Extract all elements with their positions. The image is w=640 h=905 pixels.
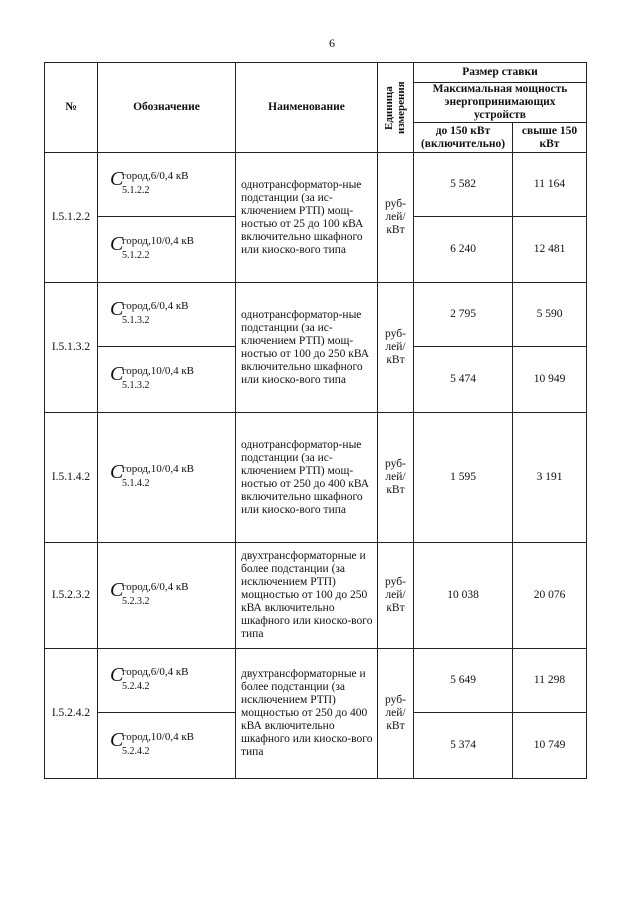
designation-cell (98, 413, 236, 543)
name-cell: двухтрансформаторные и более подстанции (за исключением РТП) мощностью от 100 до 250 кВА включительно шкафного или киоско-вого типа (236, 543, 378, 649)
rate-symbol-sup: город,10/0,4 кВ (122, 462, 195, 475)
rate-symbol: C город,6/0,4 кВ 5.2.4.2 (110, 663, 189, 692)
row-number: I.5.1.3.2 (45, 283, 98, 413)
value-high: 10 949 (513, 347, 587, 413)
row-number: I.5.2.3.2 (45, 543, 98, 649)
rate-symbol: C город,10/0,4 кВ 5.1.4.2 (110, 460, 195, 489)
header-code: Обозначение (98, 63, 236, 153)
table-row (45, 153, 587, 217)
value-high: 11 298 (513, 649, 587, 713)
unit-cell: руб-лей/ кВт (378, 153, 414, 283)
value-low: 5 374 (414, 713, 513, 779)
rate-symbol-sup: город,6/0,4 кВ (122, 580, 189, 593)
rate-symbol-sup: город,10/0,4 кВ (122, 730, 195, 743)
value-high: 20 076 (513, 543, 587, 649)
unit-cell: руб-лей/ кВт (378, 283, 414, 413)
row-number: I.5.1.4.2 (45, 413, 98, 543)
designation-cell (98, 649, 236, 713)
header-power: Максимальная мощность энергопринимающих устройств (414, 83, 587, 123)
value-low: 5 474 (414, 347, 513, 413)
value-low: 1 595 (414, 413, 513, 543)
rate-symbol-sub: 5.1.3.2 (122, 379, 150, 391)
rate-symbol: C город,6/0,4 кВ 5.2.3.2 (110, 578, 189, 607)
header-unit-cell (378, 63, 414, 153)
rate-symbol-sup: город,6/0,4 кВ (122, 665, 189, 678)
designation-cell (98, 283, 236, 347)
value-high: 5 590 (513, 283, 587, 347)
value-low: 6 240 (414, 217, 513, 283)
row-number: I.5.2.4.2 (45, 649, 98, 779)
rate-symbol-sub: 5.2.4.2 (122, 745, 150, 757)
header-name: Наименование (236, 63, 378, 153)
designation-cell (98, 543, 236, 649)
value-high: 3 191 (513, 413, 587, 543)
table-row (45, 413, 587, 543)
name-cell: двухтрансформаторные и более подстанции (за исключением РТП) мощностью от 250 до 400 кВА включительно шкафного или киоско-вого типа (236, 649, 378, 779)
rate-symbol-sub: 5.1.2.2 (122, 249, 150, 261)
rate-symbol: C город,6/0,4 кВ 5.1.2.2 (110, 167, 189, 196)
unit-cell: руб-лей/ кВт (378, 543, 414, 649)
name-cell: однотрансформатор-ные подстанции (за ис-ключением РТП) мощ-ностью от 250 до 400 кВА включительно шкафного или киоско-вого типа (236, 413, 378, 543)
value-low: 10 038 (414, 543, 513, 649)
tariff-table (44, 62, 587, 779)
header-unit: Единица измерения (382, 81, 407, 134)
rate-symbol-sub: 5.1.3.2 (122, 314, 150, 326)
name-cell: однотрансформатор-ные подстанции (за ис-ключением РТП) мощ-ностью от 100 до 250 кВА включительно шкафного или киоско-вого типа (236, 283, 378, 413)
value-high: 11 164 (513, 153, 587, 217)
rate-symbol: C город,10/0,4 кВ 5.1.3.2 (110, 362, 195, 391)
page-number: 6 (329, 36, 335, 50)
value-low: 2 795 (414, 283, 513, 347)
designation-cell (98, 713, 236, 779)
rate-symbol-sup: город,6/0,4 кВ (122, 169, 189, 182)
rate-symbol-sub: 5.2.3.2 (122, 595, 150, 607)
header-col-low: до 150 кВт (включительно) (414, 123, 513, 153)
rate-symbol-sub: 5.1.2.2 (122, 184, 150, 196)
rate-symbol: C город,6/0,4 кВ 5.1.3.2 (110, 297, 189, 326)
table-row (45, 649, 587, 713)
table-row (45, 283, 587, 347)
table-row (45, 543, 587, 649)
rate-symbol-sub: 5.2.4.2 (122, 680, 150, 692)
unit-cell: руб-лей/ кВт (378, 413, 414, 543)
value-high: 12 481 (513, 217, 587, 283)
rate-symbol: C город,10/0,4 кВ 5.1.2.2 (110, 232, 195, 261)
designation-cell (98, 153, 236, 217)
rate-symbol-sub: 5.1.4.2 (122, 477, 150, 489)
unit-cell: руб-лей/ кВт (378, 649, 414, 779)
value-high: 10 749 (513, 713, 587, 779)
rate-symbol-sup: город,10/0,4 кВ (122, 364, 195, 377)
name-cell: однотрансформатор-ные подстанции (за ис-ключением РТП) мощ-ностью от 25 до 100 кВА включительно шкафного или киоско-вого типа (236, 153, 378, 283)
designation-cell (98, 217, 236, 283)
value-low: 5 649 (414, 649, 513, 713)
rate-symbol-sup: город,6/0,4 кВ (122, 299, 189, 312)
rate-symbol-sup: город,10/0,4 кВ (122, 234, 195, 247)
designation-cell (98, 347, 236, 413)
value-low: 5 582 (414, 153, 513, 217)
row-number: I.5.1.2.2 (45, 153, 98, 283)
header-num: № (45, 63, 98, 153)
header-rate: Размер ставки (414, 63, 587, 83)
rate-symbol: C город,10/0,4 кВ 5.2.4.2 (110, 728, 195, 757)
header-col-high: свыше 150 кВт (513, 123, 587, 153)
